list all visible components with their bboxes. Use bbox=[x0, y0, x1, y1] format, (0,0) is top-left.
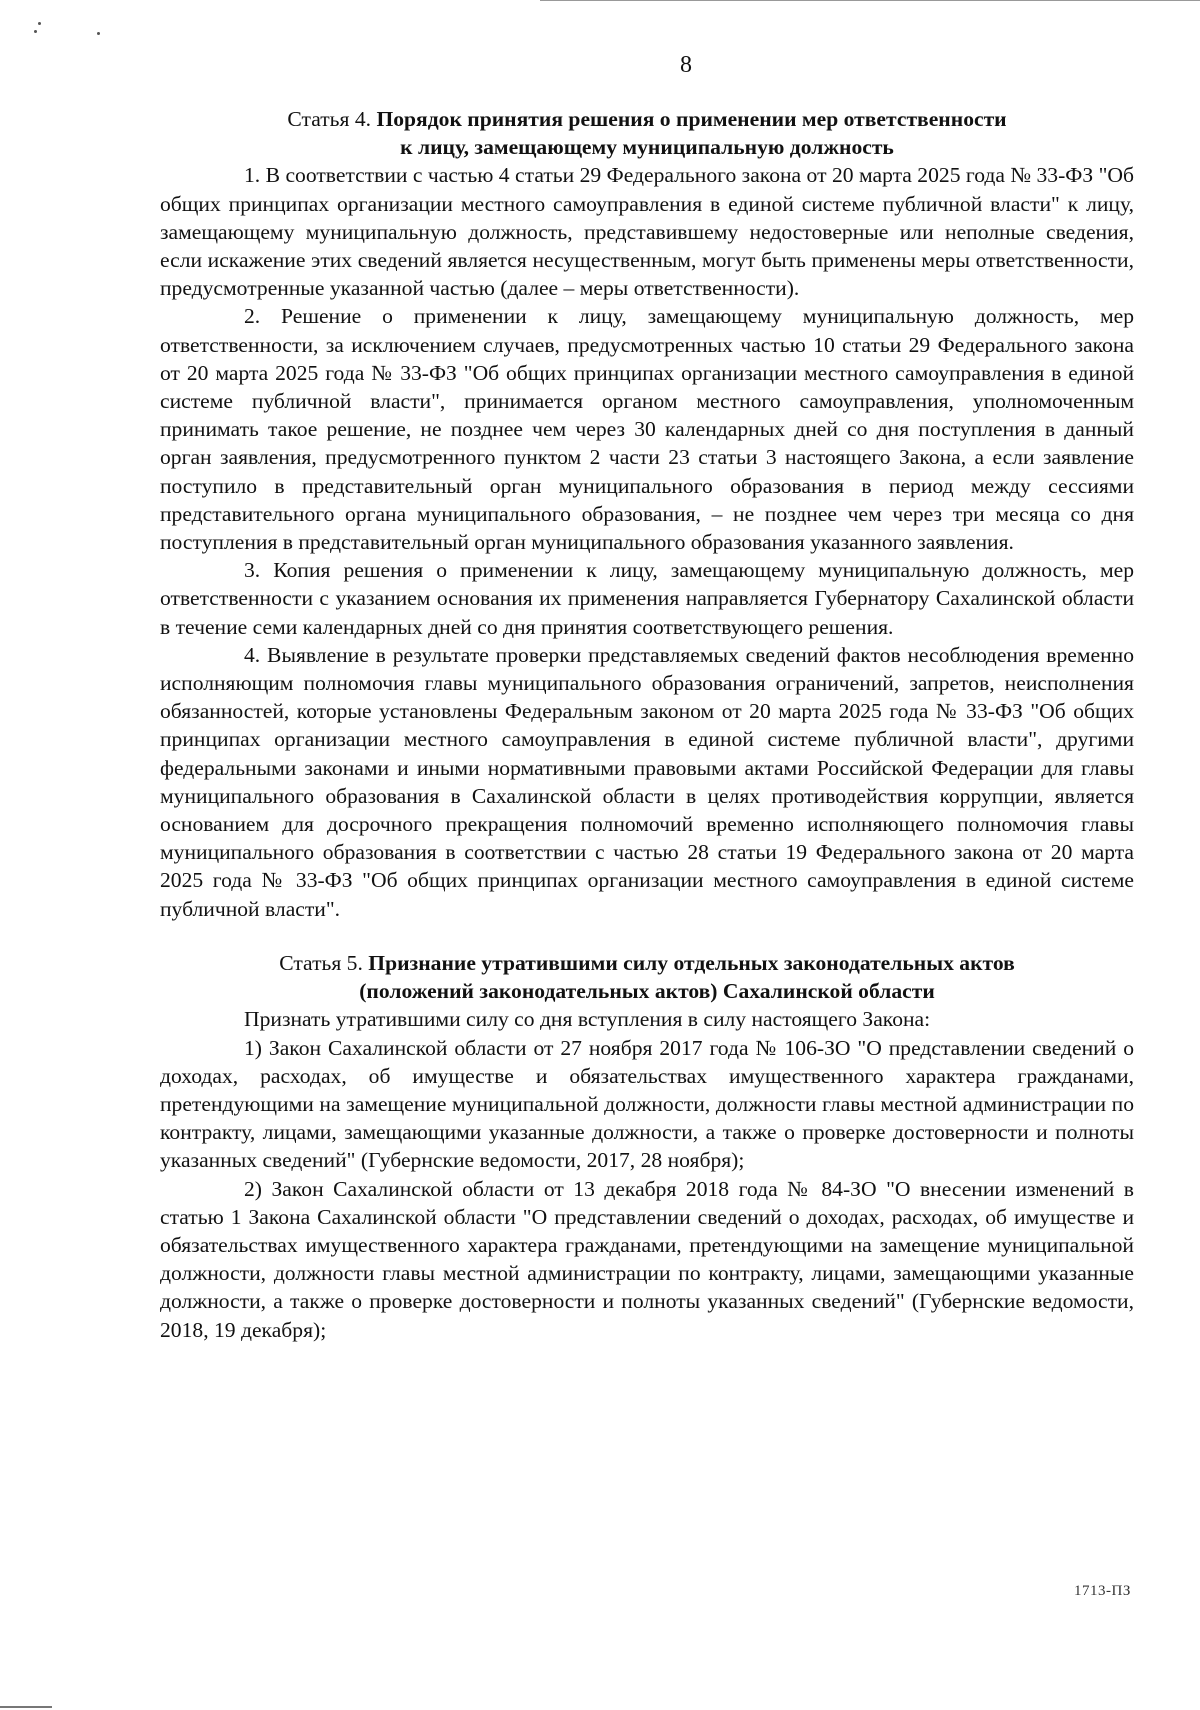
article-5-title-line-2: (положений законодательных актов) Сахалинской области bbox=[359, 979, 935, 1004]
article-4 bbox=[160, 105, 1134, 923]
article-5-intro: Признать утратившими силу со дня вступления в силу настоящего Закона: bbox=[244, 1007, 931, 1032]
scan-speck bbox=[38, 22, 41, 25]
article-4-number: Статья 4. bbox=[287, 107, 372, 131]
page-number: 8 bbox=[680, 52, 692, 78]
scan-edge-line bbox=[540, 0, 1200, 1]
article-5-number: Статья 5. bbox=[279, 950, 363, 975]
document-code: 1713-ПЗ bbox=[1074, 1583, 1131, 1599]
article-5-item-1: 1) Закон Сахалинской области от 27 ноября 2017 года № 106-ЗО "О представлении сведений о доходах, расходах, об имуществе и обязательствах имущественного характера гражданами, претендующими на замещение муниципальной должности, должности главы местной администрации по контракту, лицами, замещающими указанные должности, а также о проверке достоверности и полноты указанных сведений" (Губернские ведомости, 2017, 28 ноября); bbox=[160, 1035, 1134, 1173]
article-4-paragraph-3: 3. Копия решения о применении к лицу, замещающему муниципальную должность, мер ответственности с указанием основания их применения направляется Губернатору Сахалинской области в течение семи календарных дней со дня принятия соответствующего решения. bbox=[160, 558, 1134, 639]
section-spacer bbox=[160, 923, 1134, 949]
document-body bbox=[160, 105, 1134, 1344]
scan-speck bbox=[34, 30, 37, 33]
article-4-paragraph-1: 1. В соответствии с частью 4 статьи 29 Федерального закона от 20 марта 2025 года № 33-ФЗ "Об общих принципах организации местного самоуправления в единой системе публичной власти" к лицу, замещающему муниципальную должность, представившему недостоверные или неполные сведения, если искажение этих сведений является несущественным, могут быть применены меры ответственности, предусмотренные указанной частью (далее – меры ответственности). bbox=[160, 163, 1134, 301]
article-4-paragraph-2: 2. Решение о применении к лицу, замещающему муниципальную должность, мер ответственности, за исключением случаев, предусмотренных частью 10 статьи 29 Федерального закона от 20 марта 2025 года № 33-ФЗ "Об общих принципах организации местного самоуправления в единой системе публичной власти", принимается органом местного самоуправления, уполномоченным принимать такое решение, не позднее чем через 30 календарных дней со дня поступления в данный орган заявления, предусмотренного пунктом 2 части 23 статьи 3 настоящего Закона, а если заявление поступило в представительный орган муниципального образования в период между сессиями представительного органа муниципального образования, – не позднее чем через три месяца со дня поступления в представительный орган муниципального образования указанного заявления. bbox=[160, 304, 1134, 555]
article-5-item-2: 2) Закон Сахалинской области от 13 декабря 2018 года № 84-ЗО "О внесении изменений в статью 1 Закона Сахалинской области "О представлении сведений о доходах, расходах, об имуществе и обязательствах имущественного характера гражданами, претендующими на замещение муниципальной должности, должности главы местной администрации по контракту, лицами, замещающими указанные должности, а также о проверке достоверности и полноты указанных сведений" (Губернские ведомости, 2018, 19 декабря); bbox=[160, 1176, 1134, 1342]
article-4-title-line-2: к лицу, замещающему муниципальную должность bbox=[400, 135, 894, 160]
article-4-paragraph-4: 4. Выявление в результате проверки представляемых сведений фактов несоблюдения временно исполняющим полномочия главы муниципального образования ограничений, запретов, неисполнения обязанностей, которые установлены Федеральным законом от 20 марта 2025 года № 33-ФЗ "Об общих принципах организации местного самоуправления в единой системе публичной власти", другими федеральными законами и иными нормативными правовыми актами Российской Федерации для главы муниципального образования в Сахалинской области в целях противодействия коррупции, является основанием для досрочного прекращения полномочий временно исполняющего полномочия главы муниципального образования в соответствии с частью 28 статьи 19 Федерального закона от 20 марта 2025 года № 33-ФЗ "Об общих принципах организации местного самоуправления в единой системе публичной власти". bbox=[160, 642, 1134, 921]
article-5-title-line-1: Признание утратившими силу отдельных законодательных актов bbox=[368, 950, 1015, 975]
article-4-title-line-1: Порядок принятия решения о применении мер ответственности bbox=[376, 107, 1007, 131]
scan-speck bbox=[97, 32, 100, 35]
scan-edge-line-bottom bbox=[0, 1706, 52, 1708]
article-5 bbox=[160, 949, 1134, 1344]
article-4-heading bbox=[160, 105, 1134, 161]
article-5-heading bbox=[160, 949, 1134, 1005]
